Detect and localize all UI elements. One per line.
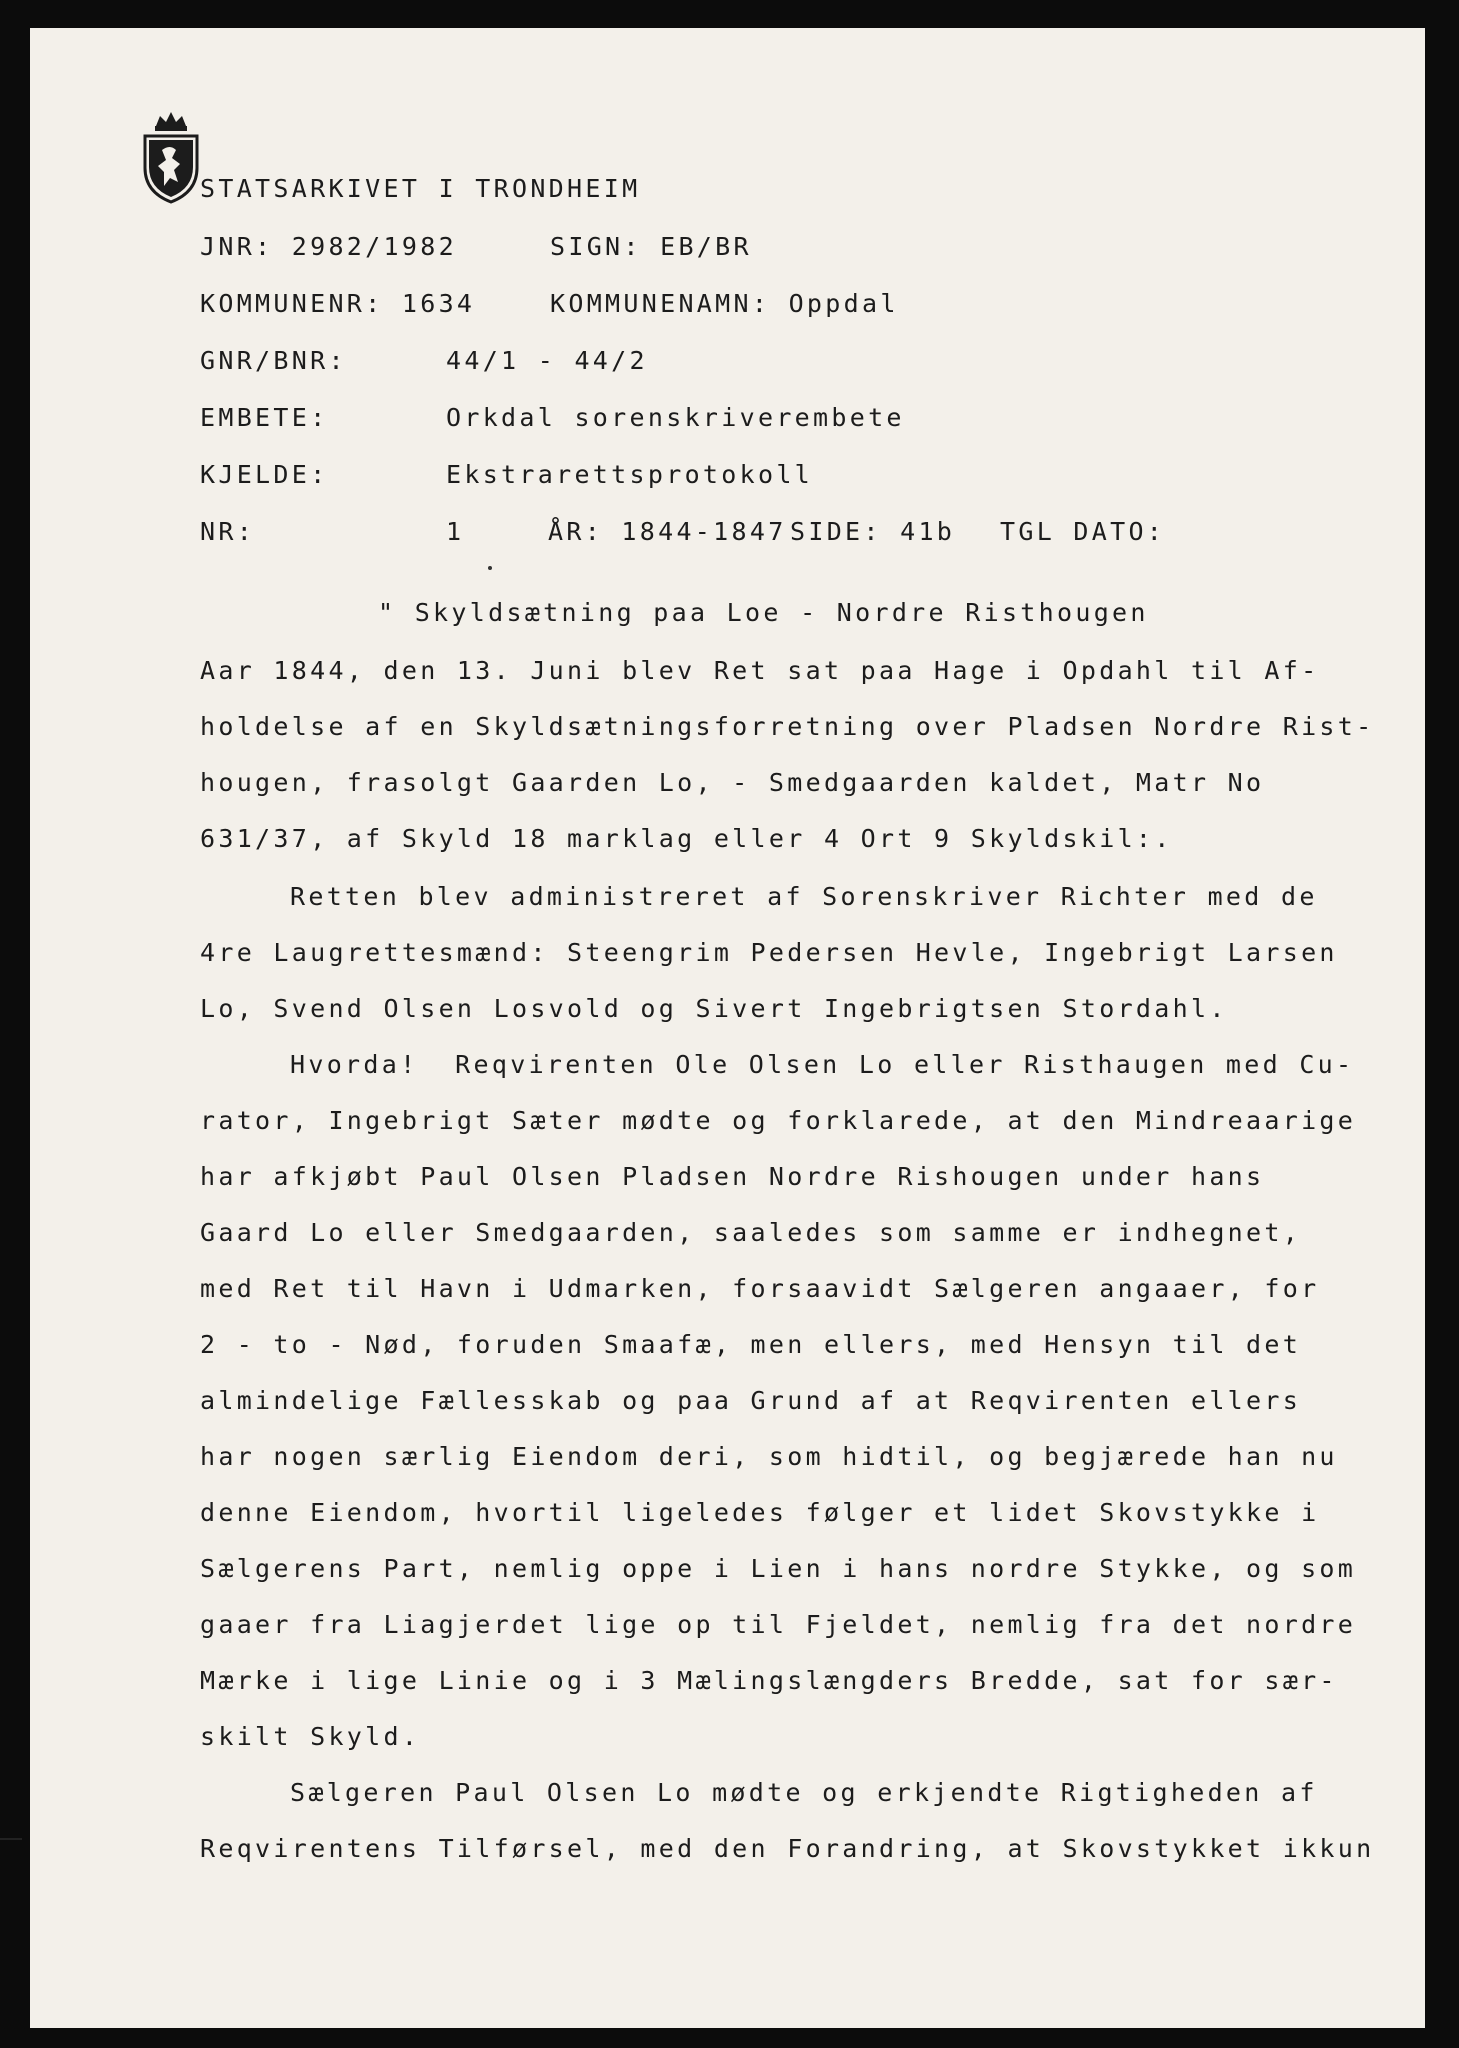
text-line: Lo, Svend Olsen Losvold og Sivert Ingebrigtsen Stordahl. [200,994,1228,1023]
text-line: har nogen særlig Eiendom deri, som hidtil, og begjærede han nu [200,1442,1338,1471]
text-line: Retten blev administreret af Sorenskriver Richter med de [290,882,1318,911]
embete-label: EMBETE: [200,403,329,432]
document-title: " Skyldsætning paa Loe - Nordre Risthougen [378,598,1149,627]
text-line: almindelige Fællesskab og paa Grund af at Reqvirenten ellers [200,1386,1302,1415]
text-line: denne Eiendom, hvortil ligeledes følger et lidet Skovstykke i [200,1498,1320,1527]
margin-tick-mark [0,1838,22,1840]
coat-of-arms-icon [140,108,202,204]
kommunenr-field: KOMMUNENR: 1634 [200,289,476,318]
text-line: 4re Laugrettesmænd: Steengrim Pedersen Hevle, Ingebrigt Larsen [200,938,1338,967]
text-line: holdelse af en Skyldsætningsforretning over Pladsen Nordre Rist- [200,712,1375,741]
archive-name: STATSARKIVET I TRONDHEIM [200,174,641,203]
gnr-value: 44/1 - 44/2 [446,346,648,375]
text-line: 2 - to - Nød, foruden Smaafæ, men ellers, med Hensyn til det [200,1330,1302,1359]
text-line: Gaard Lo eller Smedgaarden, saaledes som samme er indhegnet, [200,1218,1302,1247]
embete-value: Orkdal sorenskriverembete [446,403,905,432]
jnr-field: JNR: 2982/1982 [200,232,457,261]
text-line: gaaer fra Liagjerdet lige op til Fjeldet, nemlig fra det nordre [200,1610,1357,1639]
tgl-dato-field: TGL DATO: [1000,517,1166,546]
aar-field: ÅR: 1844-1847 [548,517,787,546]
ink-speck [488,566,492,570]
side-field: SIDE: 41b [790,517,956,546]
gnr-label: GNR/BNR: [200,346,347,375]
text-line: Mærke i lige Linie og i 3 Mælingslængders Bredde, sat for sær- [200,1666,1338,1695]
kjelde-label: KJELDE: [200,460,329,489]
text-line: skilt Skyld. [200,1722,421,1751]
text-line: Reqvirentens Tilførsel, med den Forandring, at Skovstykket ikkun [200,1834,1375,1863]
text-line: 631/37, af Skyld 18 marklag eller 4 Ort 9 Skyldskil:. [200,824,1173,853]
text-line: hougen, frasolgt Gaarden Lo, - Smedgaarden kaldet, Matr No [200,768,1265,797]
text-line: med Ret til Havn i Udmarken, forsaavidt Sælgeren angaaer, for [200,1274,1320,1303]
sign-field: SIGN: EB/BR [550,232,752,261]
text-line: Sælgerens Part, nemlig oppe i Lien i hans nordre Stykke, og som [200,1554,1357,1583]
nr-label: NR: [200,517,256,546]
nr-value: 1 [446,517,465,546]
text-line: har afkjøbt Paul Olsen Pladsen Nordre Rishougen under hans [200,1162,1265,1191]
text-line: rator, Ingebrigt Sæter mødte og forklarede, at den Mindreaarige [200,1106,1357,1135]
text-line: Sælgeren Paul Olsen Lo mødte og erkjendte Rigtigheden af [290,1778,1318,1807]
kommunenamn-field: KOMMUNENAMN: Oppdal [550,289,899,318]
text-line: Aar 1844, den 13. Juni blev Ret sat paa Hage i Opdahl til Af- [200,656,1320,685]
document-page [30,28,1425,2028]
kjelde-value: Ekstrarettsprotokoll [446,460,814,489]
text-line: Hvorda! Reqvirenten Ole Olsen Lo eller Risthaugen med Cu- [290,1050,1355,1079]
